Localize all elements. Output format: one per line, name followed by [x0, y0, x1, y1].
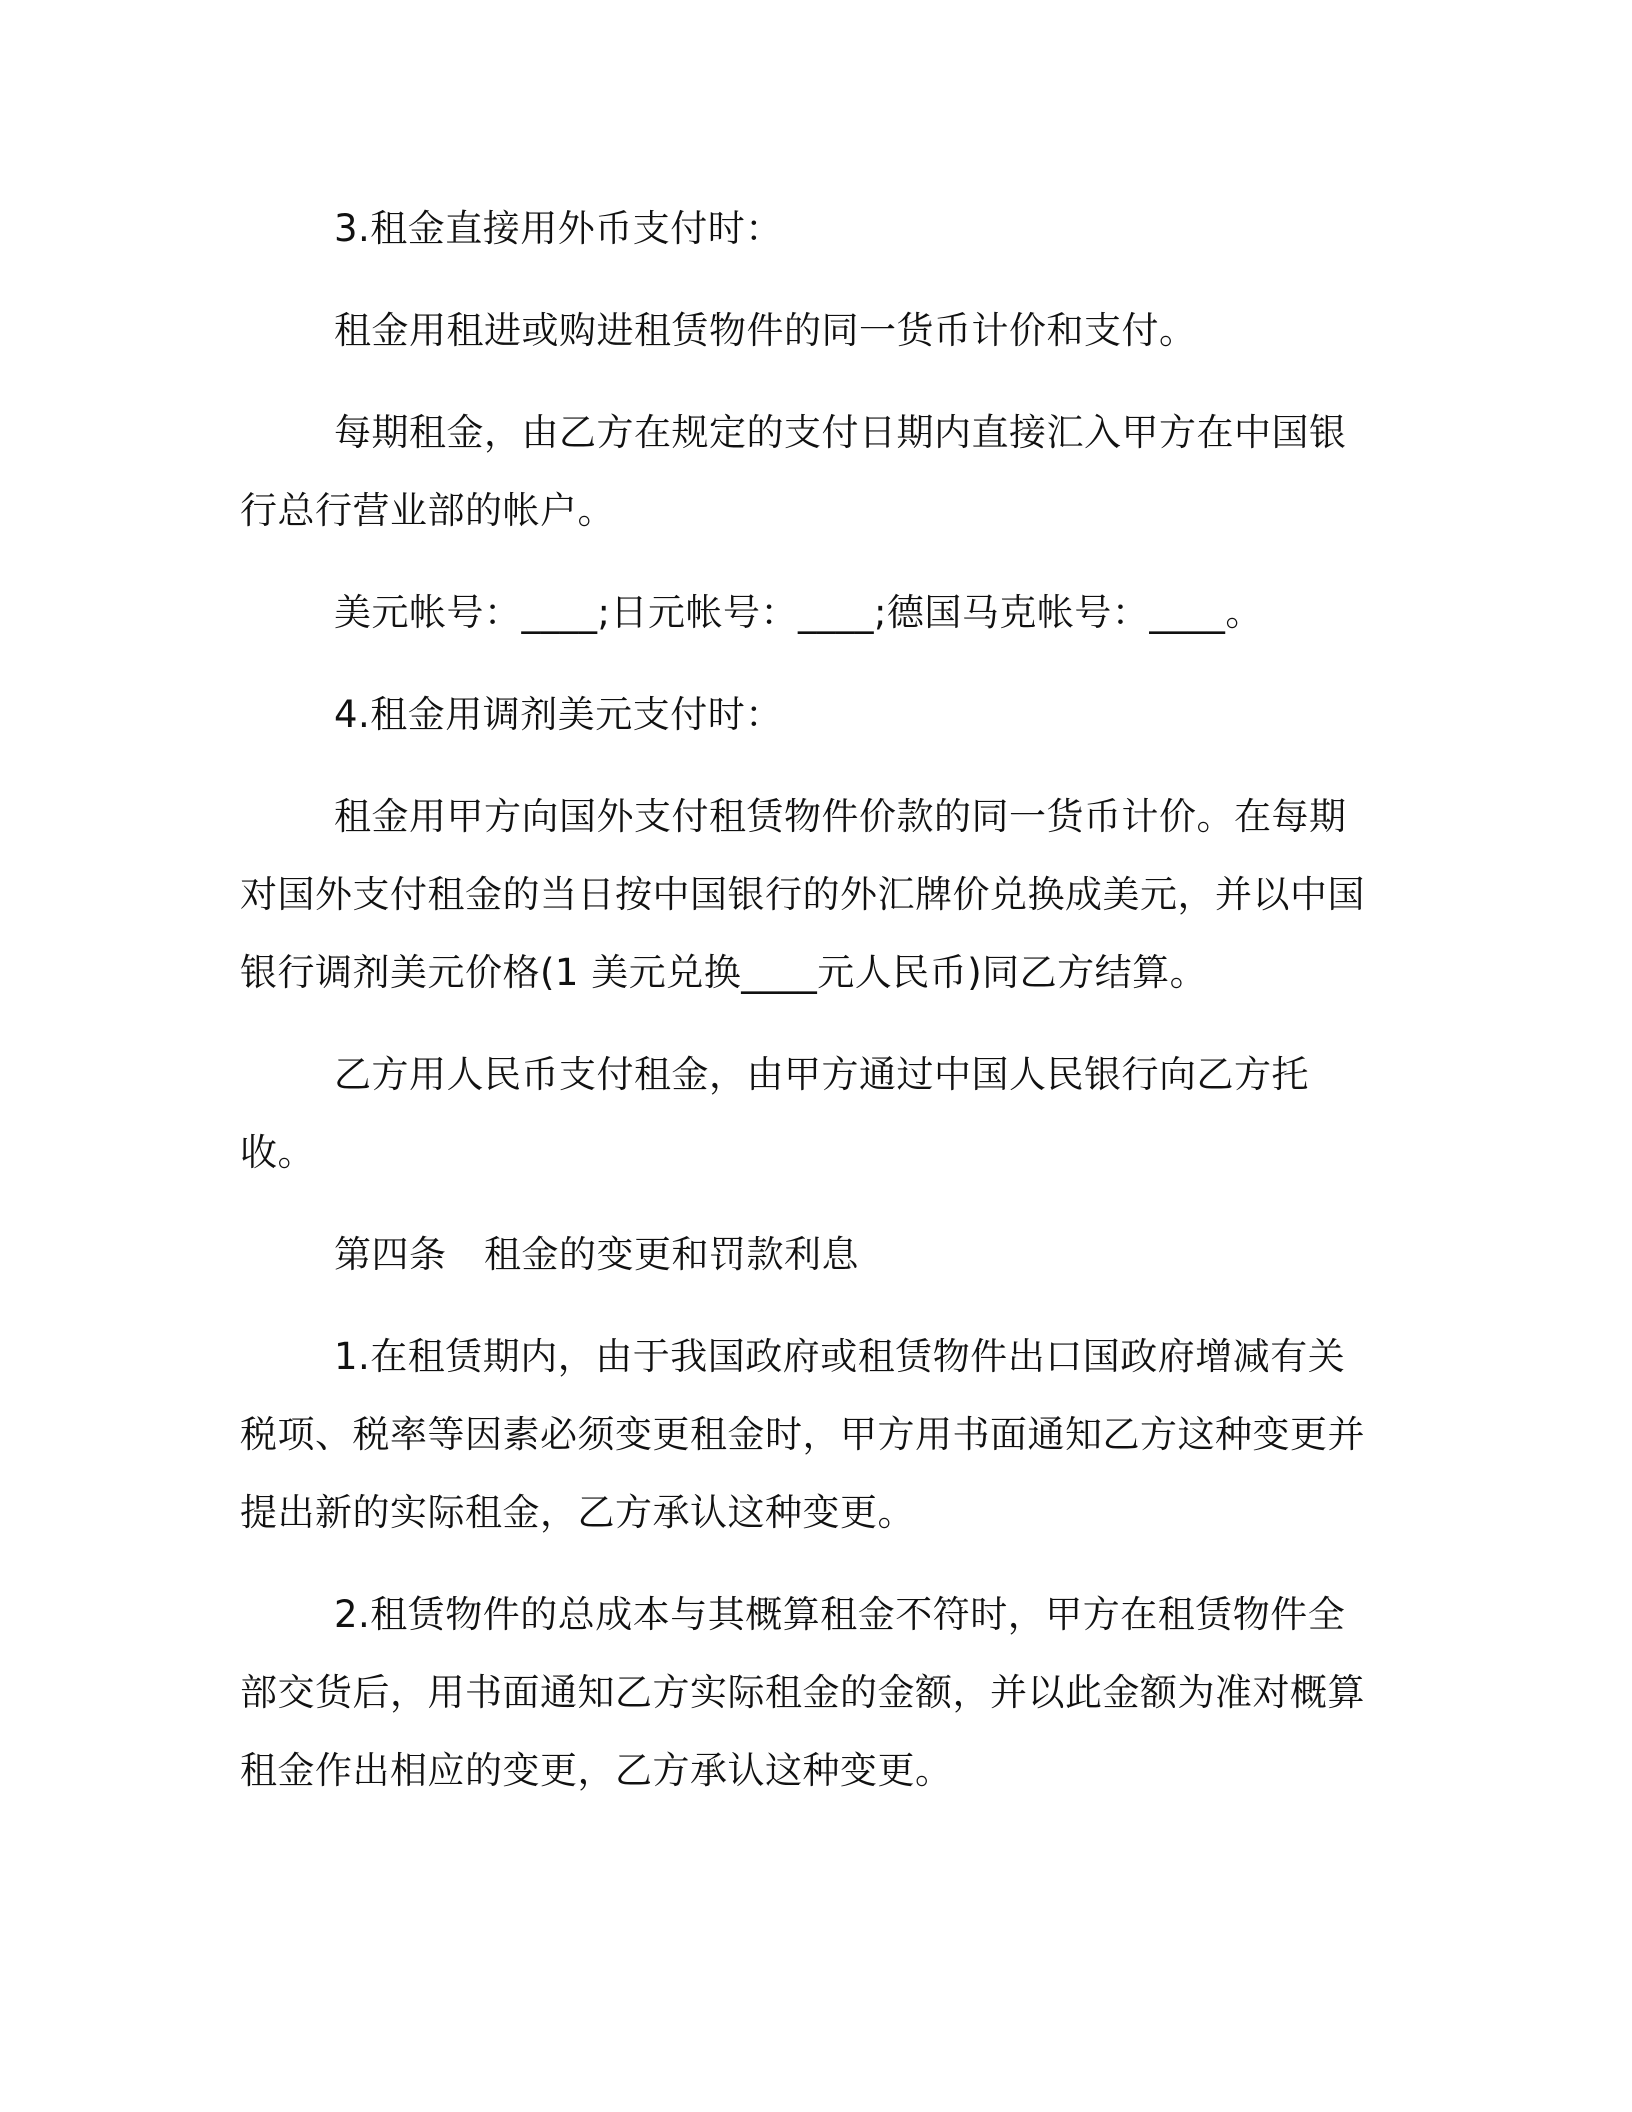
paragraph-same-currency-pricing: 租金用租进或购进租赁物件的同一货币计价和支付。: [334, 309, 1197, 352]
article-four-heading: 第四条 租金的变更和罚款利息: [334, 1233, 859, 1276]
document-body: [240, 190, 1372, 1834]
paragraph-payment-account: 每期租金，由乙方在规定的支付日期内直接汇入甲方在中国银行总行营业部的帐户。: [240, 411, 1347, 532]
paragraph-rmb-collection: 乙方用人民币支付租金，由甲方通过中国人民银行向乙方托收。: [240, 1053, 1309, 1174]
paragraph-foreign-currency-heading: 3.租金直接用外币支付时：: [334, 207, 783, 250]
paragraph-tax-change: 1.在租赁期内，由于我国政府或租赁物件出口国政府增减有关税项、税率等因素必须变更租金时，甲方用书面通知乙方这种变更并提出新的实际租金，乙方承认这种变更。: [240, 1335, 1365, 1534]
paragraph-usd-adjustment-heading: 4.租金用调剂美元支付时：: [334, 693, 783, 736]
paragraph-cost-change: 2.租赁物件的总成本与其概算租金不符时，甲方在租赁物件全部交货后，用书面通知乙方实际租金的金额，并以此金额为准对概算租金作出相应的变更，乙方承认这种变更。: [240, 1593, 1365, 1792]
paragraph-account-numbers: 美元帐号：____;日元帐号：____;德国马克帐号：____。: [334, 591, 1263, 634]
paragraph-usd-settlement: 租金用甲方向国外支付租赁物件价款的同一货币计价。在每期对国外支付租金的当日按中国银行的外汇牌价兑换成美元，并以中国银行调剂美元价格(1 美元兑换____元人民币)同乙方结算。: [240, 795, 1365, 994]
